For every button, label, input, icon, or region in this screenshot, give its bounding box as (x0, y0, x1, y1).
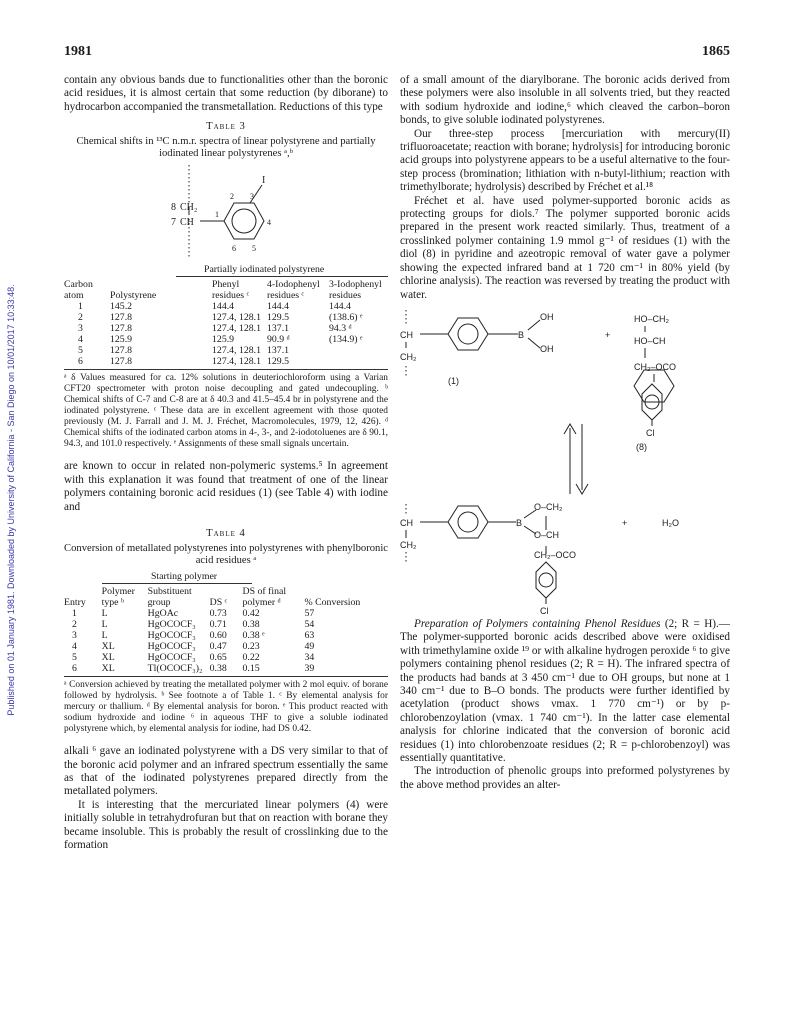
table4-head-1: Polymer type ᵇ (101, 586, 135, 609)
scheme-ch-b: CH (400, 517, 413, 528)
table3-head-3: 4-Iodophenyl residues ᶜ (267, 279, 320, 302)
table4-cell: 0.47 (209, 641, 227, 653)
table3-cell: 5 (78, 345, 83, 357)
right-paragraph-1: of a small amount of the diarylborane. The boronic acids derived from these polymers were also insoluble in all solvents tried, but they reacted with sodium hydroxide and iodine,⁶ which cleaved the carbon–boron bonds, to give soluble iodinated polystyrenes. (400, 74, 730, 127)
table4-cell: 0.15 (242, 663, 260, 675)
scheme-cl-2: Cl (540, 605, 549, 616)
table4-cell: 0.42 (242, 608, 260, 620)
table4-cell: 57 (304, 608, 315, 620)
table3-label: Table 3 (206, 121, 246, 133)
table4-cell: 4 (72, 641, 77, 653)
section-title: Preparation of Polymers containing Phenol Residues (414, 617, 661, 630)
table3-cell: 125.9 (212, 334, 235, 346)
table4-cell: 0.38 (242, 619, 260, 631)
table4-cell: 54 (304, 619, 315, 631)
table4-cell: HgOAc (147, 608, 179, 620)
table3-cell: 90.9 ᵈ (267, 334, 290, 346)
scheme-boron-2: B (516, 517, 523, 528)
page-number: 1865 (702, 44, 730, 59)
table3-row (64, 301, 388, 312)
table3-cell: 127.8 (110, 323, 133, 335)
table4-head-3: DS ᶜ (209, 597, 228, 609)
table4-head-2: Substituent group (147, 586, 192, 609)
iodine-label: I (262, 175, 266, 186)
scheme-cl: Cl (646, 427, 655, 438)
table3-cell: 4 (78, 334, 83, 346)
table3-row (64, 312, 388, 323)
scheme-boron: B (518, 329, 525, 340)
scheme-ho-ch2: HO–CH₂ (634, 313, 669, 324)
table4-cell: L (101, 619, 108, 631)
c2-label: 2 (230, 192, 234, 201)
table3-cell: 144.4 (329, 301, 352, 313)
table3-cell: 94.3 ᵈ (329, 323, 352, 335)
table4-cell: 2 (72, 619, 77, 631)
page-header (64, 44, 730, 62)
ch-label: CH (180, 217, 194, 228)
table4-row (64, 641, 388, 652)
table4-row (64, 630, 388, 641)
scheme-ch2-oco-2: CH₂–OCO (534, 549, 576, 560)
table4-cell: 0.71 (209, 619, 227, 631)
table4-cell: XL (101, 652, 115, 664)
table4-row (64, 663, 388, 674)
table4-caption: Conversion of metallated polystyrenes into polystyrenes with phenylboronic acid residues ᵃ (64, 542, 388, 567)
journal-year: 1981 (64, 44, 92, 59)
ch2-label: CH₂ (180, 202, 198, 213)
table4-cell: HgOCOCF₃ (147, 652, 196, 664)
table4-cell: 0.22 (242, 652, 260, 664)
table3-cell: 137.1 (267, 323, 290, 335)
table3-cell: 127.4, 128.1 (212, 345, 261, 357)
right-column (400, 74, 730, 792)
table3-cell: 6 (78, 356, 83, 368)
table3-cell: 129.5 (267, 356, 290, 368)
c4-label: 4 (267, 218, 271, 227)
scheme-o-ch: O–CH (534, 529, 560, 540)
table4-cell: 0.38 (209, 663, 227, 675)
table3-cell: 127.8 (110, 356, 133, 368)
table4-cell: 39 (304, 663, 315, 675)
table3-cell: (138.6) ᵉ (329, 312, 363, 324)
c7-label: 7 (171, 217, 176, 228)
table4-head-0: Entry (64, 597, 86, 609)
table4-cell: L (101, 630, 108, 642)
table3-cell: 144.4 (267, 301, 290, 313)
table3-footnote: ᵃ δ Values measured for ca. 12% solutions in deuteriochloroform using a Varian CFT20 spectrometer with proton noise decoupling and gated undecoupling. ᵇ Chemical shifts of C-7 and C-8 are at δ 40.3 and 41.5–45.4 br in polystyrene and the iodinated polystyrene. ᶜ These data are in excellent agreement with those quoted previously (M. J. Farrall and J. M. J. Fréchet, Macromolecules, 1979, 12, 426). ᵈ Chemical shifts of the iodinated carbon atoms in 4-, 3-, and 2-iodotoluenes are δ 90.1, 94.3, and 101.0 respectively. ᵉ Assignments of these small signals uncertain. (64, 373, 388, 450)
table3-cell: (134.9) ᵉ (329, 334, 363, 346)
table4-row (64, 619, 388, 630)
table3-header-row (64, 279, 388, 301)
table3-cell: 137.1 (267, 345, 290, 357)
table4-cell: HgOCOCF₃ (147, 619, 196, 631)
table3-cell: 127.8 (110, 345, 133, 357)
c3-label: 3 (250, 192, 254, 201)
table3-cell: 145.2 (110, 301, 133, 313)
left-paragraph-3: alkali ⁶ gave an iodinated polystyrene with a DS very similar to that of the boronic acid polymer and an infrared spectrum essentially the same as that of the iodinated polystyrenes prepared directly from the metallated polymers. (64, 745, 388, 798)
table4-footnote: ᵃ Conversion achieved by treating the metallated polymer with 2 mol equiv. of borane followed by hydrolysis. ᵇ See footnote a of Table 1. ᶜ By elemental analysis for mercury or thallium. ᵈ By elemental analysis for boron. ᵉ This product reacted with sodium hydroxide and iodine ⁶ in aqueous THF to give a soluble iodinated polystyrene which, by elemental analysis for iodine, had DS 0.42. (64, 680, 388, 735)
table3-head-2: Phenyl residues ᶜ (212, 279, 250, 302)
table4-cell: HgOCOCF₃ (147, 641, 196, 653)
table4-header-row (64, 586, 388, 608)
table4-label: Table 4 (206, 528, 246, 540)
table4-cell: 5 (72, 652, 77, 664)
table3-head-0: Carbon atom (64, 279, 93, 302)
iodostyrene-structure (64, 163, 388, 263)
scheme-oh-1: OH (540, 311, 554, 322)
c6-label: 6 (232, 244, 236, 253)
left-paragraph-1: contain any obvious bands due to functionalities other than the boronic acid residues, it is almost certain that some reduction (by diborane) to hydrocarbon accompanied the transmetallation. Reductions of this type (64, 74, 388, 113)
scheme-o-ch2: O–CH₂ (534, 501, 563, 512)
table4-row (64, 608, 388, 619)
table3-cell: 127.8 (110, 312, 133, 324)
table4-cell: 1 (72, 608, 77, 620)
table4 (64, 586, 388, 674)
scheme-ho-ch: HO–CH (634, 335, 666, 346)
c5-label: 5 (252, 244, 256, 253)
table3-cell: 125.9 (110, 334, 133, 346)
table4-cell: L (101, 608, 108, 620)
scheme-ch2: CH₂ (400, 351, 417, 362)
table3-cell: 127.4, 128.1 (212, 356, 261, 368)
table4-cell: 0.38 ᵉ (242, 630, 265, 642)
table3-row (64, 356, 388, 367)
left-paragraph-2: are known to occur in related non-polymeric systems.⁵ In agreement with this explanation it was found that treatment of one of the linear polymers containing boronic acid residues (1) (see Table 4) with iodine and (64, 460, 388, 513)
table3-group-header: Partially iodinated polystyrene (204, 264, 325, 275)
table4-cell: 0.65 (209, 652, 227, 664)
scheme-ch2-b: CH₂ (400, 539, 417, 550)
scheme-ch2-oco: CH₂–OCO (634, 361, 676, 372)
table4-cell: 63 (304, 630, 315, 642)
table4-cell: 0.73 (209, 608, 227, 620)
table3-row (64, 334, 388, 345)
c1-label: 1 (215, 210, 219, 219)
table3-head-1: Polystyrene (110, 290, 157, 302)
table4-cell: XL (101, 663, 115, 675)
right-paragraph-2: Our three-step process [mercuriation with mercury(II) trifluoroacetate; reaction with borane; hydrolysis] for introducing boronic acid groups into polystyrene appears to be a useful alternative to the four-step process (bromination; lithiation with n-butyl-lithium; reaction with trimethylborate; hydrolysis) described by Fréchet et al.¹⁸ (400, 127, 730, 194)
scheme-ch: CH (400, 329, 413, 340)
table4-cell: HgOCOCF₃ (147, 630, 196, 642)
table4-cell: 6 (72, 663, 77, 675)
scheme-oh-2: OH (540, 343, 554, 354)
table4-cell: 34 (304, 652, 315, 664)
table3-cell: 2 (78, 312, 83, 324)
table3-head-4: 3-Iodophenyl residues (329, 279, 382, 302)
scheme-water: H₂O (662, 517, 679, 528)
right-paragraph-5: The introduction of phenolic groups into preformed polystyrenes by the above method provides an alter- (400, 765, 730, 791)
table3-cell (326, 345, 388, 356)
table4-cell: XL (101, 641, 115, 653)
table3-cell: 127.4, 128.1 (212, 323, 261, 335)
left-paragraph-4: It is interesting that the mercuriated linear polymers (4) were initially soluble in tetrahydrofuran but that on reaction with borane they became insoluble. This is probably the result of crosslinking due to the formation (64, 798, 388, 852)
table3-caption: Chemical shifts in ¹³C n.m.r. spectra of linear polystyrene and partially iodinated linear polystyrenes ᵃ,ᵇ (76, 135, 376, 160)
download-note: Published on 01 January 1981. Downloaded by University of California - San Diego on 10/01/2017 10:33:48. (6, 284, 16, 716)
table3-cell: 129.5 (267, 312, 290, 324)
table4-head-4: DS of final polymer ᵈ (242, 586, 287, 609)
scheme-plus-2: + (622, 517, 628, 528)
c8-label: 8 (171, 202, 176, 213)
scheme-plus: + (605, 329, 611, 340)
table4-cell: 3 (72, 630, 77, 642)
table3-cell (326, 356, 388, 367)
table3-row (64, 345, 388, 356)
table4-cell: 0.23 (242, 641, 260, 653)
right-paragraph-3: Fréchet et al. have used polymer-supported boronic acids as protecting groups for diols.⁷ The polymer supported boronic acids prepared in the present work reacted similarly. Thus, treatment of a crosslinked polymer containing 1.9 mmol g⁻¹ of residues (1) with the diol (8) in pyridine and azeotropic removal of water gave a polymer showing the expected infrared band at 1 720 cm⁻¹ in 80% yield (by chlorine analysis). The reaction was reversed by treating the product with water. (400, 194, 730, 301)
table4-head-5: % Conversion (304, 597, 361, 609)
table4-cell: 49 (304, 641, 315, 653)
table4-cell: Tl(OCOCF₃)₂ (147, 663, 203, 675)
table3-cell: 3 (78, 323, 83, 335)
table4-row (64, 652, 388, 663)
left-column (64, 74, 388, 852)
table4-cell: 0.60 (209, 630, 227, 642)
scheme-label-8: (8) (636, 441, 647, 452)
table3 (64, 279, 388, 367)
table4-group-header: Starting polymer (150, 570, 218, 582)
table3-cell: 144.4 (212, 301, 235, 313)
table3-cell: 1 (78, 301, 83, 313)
right-paragraph-4: Preparation of Polymers containing Phenol Residues (2; R = H).—The polymer-supported boronic acids described above were oxidised with trimethylamine oxide ¹⁹ or with alkaline hydrogen peroxide ⁶ to give polymers containing phenol residues (2; R = H). The infrared spectra of the products had bands at 3 450 cm⁻¹ due to OH groups, but none at 1 340 cm⁻¹ due to B–O bonds. The products were further identified by acetylation (product shows νmax. 1 770 cm⁻¹) or by p-chlorobenzoylation (νmax. 1 740 cm⁻¹). In the latter case elemental analysis for chlorine indicated that the conversion of boronic acid residues (1) into chlorobenzoate residues (2; R = p-chlorobenzoyl) was essentially quantitative. (400, 617, 730, 764)
protection-scheme (400, 308, 730, 616)
table3-cell: 127.4, 128.1 (212, 312, 261, 324)
scheme-label-1: (1) (448, 375, 459, 386)
table3-row (64, 323, 388, 334)
download-watermark (3, 150, 19, 850)
